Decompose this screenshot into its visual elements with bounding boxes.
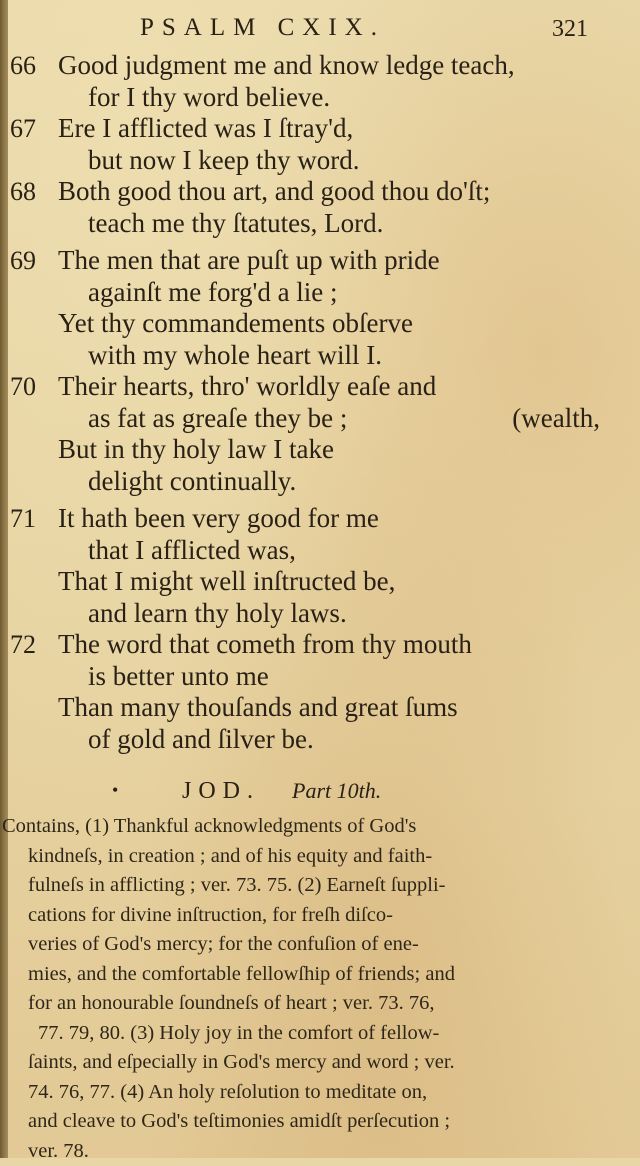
summary-line: 74. 76, 77. (4) An holy reſolution to meditate on, bbox=[2, 1078, 588, 1108]
verse-line bbox=[10, 245, 600, 277]
verse-line bbox=[10, 113, 600, 145]
psalm-verses bbox=[10, 50, 600, 755]
section-title: JOD. bbox=[182, 778, 260, 805]
verse-line bbox=[10, 661, 600, 693]
summary-line: and cleave to God's teſtimonies amidſt perſecution ; bbox=[2, 1107, 588, 1137]
summary-line: cations for divine inſtruction, for freſh diſco- bbox=[2, 901, 588, 931]
verse-line bbox=[10, 503, 600, 535]
verse-text: The word that cometh from thy mouth bbox=[58, 629, 472, 661]
verse-line bbox=[10, 50, 600, 82]
bullet-mark: • bbox=[112, 780, 118, 801]
verse-text: teach me thy ſtatutes, Lord. bbox=[88, 208, 383, 240]
verse-text: Their hearts, thro' worldly eaſe and bbox=[58, 371, 436, 403]
verse-number: 68 bbox=[10, 176, 54, 208]
summary-line: fulneſs in afflicting ; ver. 73. 75. (2) Earneſt ſuppli- bbox=[2, 871, 588, 901]
verse-number: 71 bbox=[10, 503, 54, 535]
summary-line: ver. 78. bbox=[2, 1137, 588, 1166]
verse-text: that I afflicted was, bbox=[88, 535, 296, 567]
verse-text: Yet thy commandements obſerve bbox=[58, 308, 413, 340]
summary-line: for an honourable ſoundneſs of heart ; ver. 73. 76, bbox=[2, 989, 588, 1019]
verse-line bbox=[10, 371, 600, 403]
verse-line bbox=[10, 692, 600, 724]
summary-line: 77. 79, 80. (3) Holy joy in the comfort of fellow- bbox=[2, 1019, 588, 1049]
verse-line bbox=[10, 340, 600, 372]
verse-text: but now I keep thy word. bbox=[88, 145, 359, 177]
verse-text: Good judgment me and know ledge teach, bbox=[58, 50, 515, 82]
verse-number: 70 bbox=[10, 371, 54, 403]
summary-line: Contains, (1) Thankful acknowledgments of God's bbox=[2, 812, 588, 842]
verse-number: 67 bbox=[10, 113, 54, 145]
verse-text: for I thy word believe. bbox=[88, 82, 330, 114]
verse-text: is better unto me bbox=[88, 661, 269, 693]
verse-text: Both good thou art, and good thou do'ſt; bbox=[58, 176, 490, 208]
verse-line bbox=[10, 403, 600, 435]
verse-line bbox=[10, 277, 600, 309]
page-number: 321 bbox=[552, 16, 588, 43]
verse-text: But in thy holy law I take bbox=[58, 434, 334, 466]
verse-line bbox=[10, 176, 600, 208]
summary-line: veries of God's mercy; for the confuſion of ene- bbox=[2, 930, 588, 960]
verse-turnover: (wealth, bbox=[512, 403, 600, 435]
verse-line bbox=[10, 208, 600, 240]
verse-line bbox=[10, 629, 600, 661]
verse-text: as fat as greaſe they be ; bbox=[88, 403, 347, 435]
verse-line bbox=[10, 566, 600, 598]
verse-text: Ere I afflicted was I ſtray'd, bbox=[58, 113, 353, 145]
verse-text: delight continually. bbox=[88, 466, 296, 498]
summary-line: kindneſs, in creation ; and of his equity and faith- bbox=[2, 842, 588, 872]
verse-text: of gold and ſilver be. bbox=[88, 724, 314, 756]
verse-number: 66 bbox=[10, 50, 54, 82]
section-part: Part 10th. bbox=[292, 778, 381, 804]
verse-text: The men that are puſt up with pride bbox=[58, 245, 440, 277]
verse-number: 72 bbox=[10, 629, 54, 661]
running-head: PSALM CXIX. bbox=[140, 14, 385, 42]
verse-line bbox=[10, 724, 600, 756]
verse-text: Than many thouſands and great ſums bbox=[58, 692, 458, 724]
verse-line bbox=[10, 598, 600, 630]
verse-line bbox=[10, 466, 600, 498]
summary-line: ſaints, and eſpecially in God's mercy and word ; ver. bbox=[2, 1048, 588, 1078]
section-summary bbox=[2, 812, 588, 1166]
verse-text: againſt me forg'd a lie ; bbox=[88, 277, 338, 309]
verse-text: It hath been very good for me bbox=[58, 503, 379, 535]
verse-line bbox=[10, 434, 600, 466]
verse-line bbox=[10, 145, 600, 177]
verse-line bbox=[10, 82, 600, 114]
summary-line: mies, and the comfortable fellowſhip of friends; and bbox=[2, 960, 588, 990]
verse-number: 69 bbox=[10, 245, 54, 277]
verse-line bbox=[10, 535, 600, 567]
verse-line bbox=[10, 308, 600, 340]
verse-text: with my whole heart will I. bbox=[88, 340, 382, 372]
verse-text: and learn thy holy laws. bbox=[88, 598, 347, 630]
verse-text: That I might well inſtructed be, bbox=[58, 566, 395, 598]
